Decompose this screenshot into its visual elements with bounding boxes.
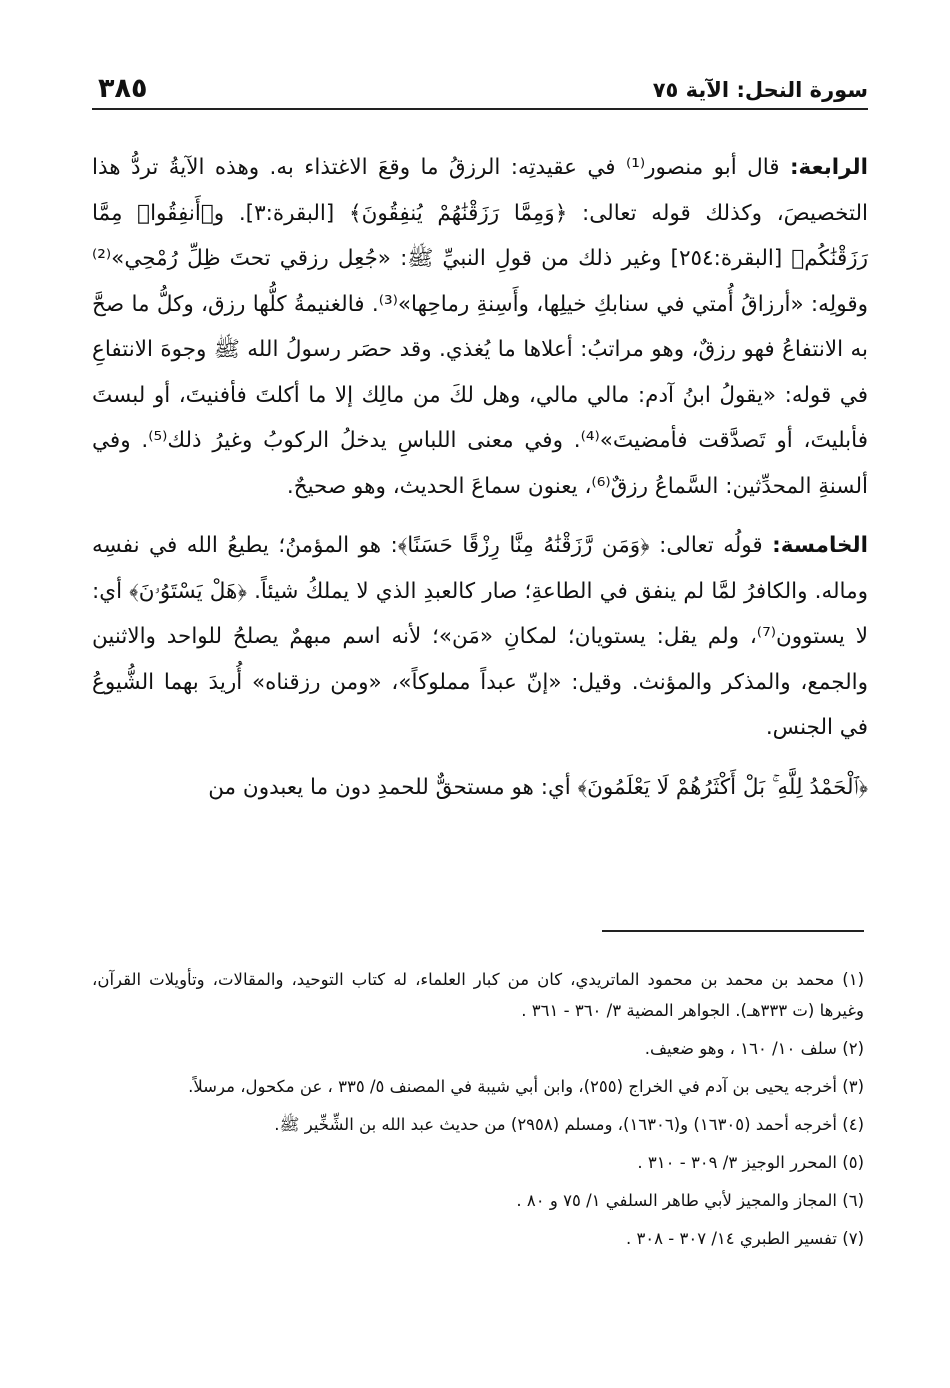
footnote-5: (٥) المحرر الوجيز ٣/ ٣٠٩ - ٣١٠ . [637, 1153, 864, 1172]
footnote-divider [602, 930, 864, 932]
paragraph-body: ﴿ٱلْحَمْدُ لِلَّهِ ۚ بَلْ أَكْثَرُهُمْ لَا يَعْلَمُونَ﴾ أي: هو مستحقٌّ للحمدِ دون ما يعبدون من [208, 774, 868, 800]
main-text [92, 145, 868, 824]
paragraph-lead: الخامسة: [772, 533, 868, 558]
paragraph-fifth [92, 523, 868, 751]
footnote-7: (٧) تفسير الطبري ١٤/ ٣٠٧ - ٣٠٨ . [625, 1229, 864, 1248]
footnote-6: (٦) المجاز والمجيز لأبي طاهر السلفي ١/ ٧٥ و ٨٠ . [516, 1191, 864, 1210]
page-number: ٣٨٥ [98, 73, 148, 104]
footnote-4: (٤) أخرجه أحمد (١٦٣٠٥) و(١٦٣٠٦)، ومسلم (٢٩٥٨) من حديث عبد الله بن الشِّخِّير ﷺ. [274, 1115, 864, 1134]
page-header [92, 68, 868, 110]
paragraph-continuation [92, 765, 868, 811]
paragraph-lead: الرابعة: [789, 155, 868, 180]
footnotes [92, 964, 864, 1261]
running-title: سورة النحل: الآية ٧٥ [652, 78, 868, 102]
footnote-2: (٢) سلف ١٠/ ١٦٠ ، وهو ضعيف. [644, 1039, 864, 1058]
paragraph-fourth [92, 145, 868, 509]
footnote-1: (١) محمد بن محمد بن محمود الماتريدي، كان من كبار العلماء، له كتاب التوحيد، والمقالات، وتأويلات القرآن، وغيرها (ت ٣٣٣هـ). الجواهر المضية ٣/ ٣٦٠ - ٣٦١ . [92, 970, 864, 1020]
paragraph-body: قال أبو منصور⁽¹⁾ في عقيدتِه: الرزقُ ما وقعَ الاغتذاء به. وهذه الآيةُ تردُّ هذا التخصيصَ، وكذلك قوله تعالى: ﴿وَمِمَّا رَزَقْنَٰهُمْ يُنفِقُونَ﴾ [البقرة:٣]. و﴿أَنفِقُوا۟ مِمَّا رَزَقْنَٰكُم﴾ [البقرة:٢٥٤] وغير ذلك من قولِ النبيِّ ﷺ: «جُعِل رزقي تحتَ ظِلِّ رُمْحِي»⁽²⁾ وقولِه: «أرزاقُ أُمتي في سنابكِ خيلِها، وأَسِنةِ رماحِها»⁽³⁾. فالغنيمةُ كلُّها رزق، وكلُّ ما صحَّ به الانتفاعُ فهو رزقٌ، وهو مراتبُ: أعلاها ما يُغذي. وقد حصَر رسولُ الله ﷺ وجوهَ الانتفاعِ في قوله: «يقولُ ابنُ آدم: مالي مالي، وهل لكَ من مالِك إلا ما أكلتَ فأفنيتَ، أو لبستَ فأبليتَ، أو تَصدَّقت فأمضيتَ»⁽⁴⁾. وفي معنى اللباسِ يدخلُ الركوبُ وغيرُ ذلك⁽⁵⁾. وفي ألسنةِ المحدِّثين: السَّماعُ رزقٌ⁽⁶⁾، يعنون سماعَ الحديث، وهو صحيحٌ. [92, 155, 869, 499]
paragraph-body: قولُه تعالى: ﴿وَمَن رَّزَقْنَٰهُ مِنَّا رِزْقًا حَسَنًا﴾: هو المؤمنُ؛ يطيعُ الله في نفسِه وماله. والكافرُ لمَّا لم ينفق في الطاعةِ؛ صار كالعبدِ الذي لا يملكُ شيئاً. ﴿هَلْ يَسْتَوُۥنَ﴾ أي: لا يستوون⁽⁷⁾، ولم يقل: يستويان؛ لمكانِ «مَن»؛ لأنه اسم مبهمٌ يصلحُ للواحد والاثنين والجمع، والمذكر والمؤنث. وقيل: «إنّ عبداً مملوكاً»، «ومن رزقناه» أُريدَ بهما الشُّيوعُ في الجنس. [92, 533, 868, 740]
footnote-3: (٣) أخرجه يحيى بن آدم في الخراج (٢٥٥)، وابن أبي شيبة في المصنف ٥/ ٣٣٥ ، عن مكحول، مرسلاً. [188, 1077, 864, 1096]
